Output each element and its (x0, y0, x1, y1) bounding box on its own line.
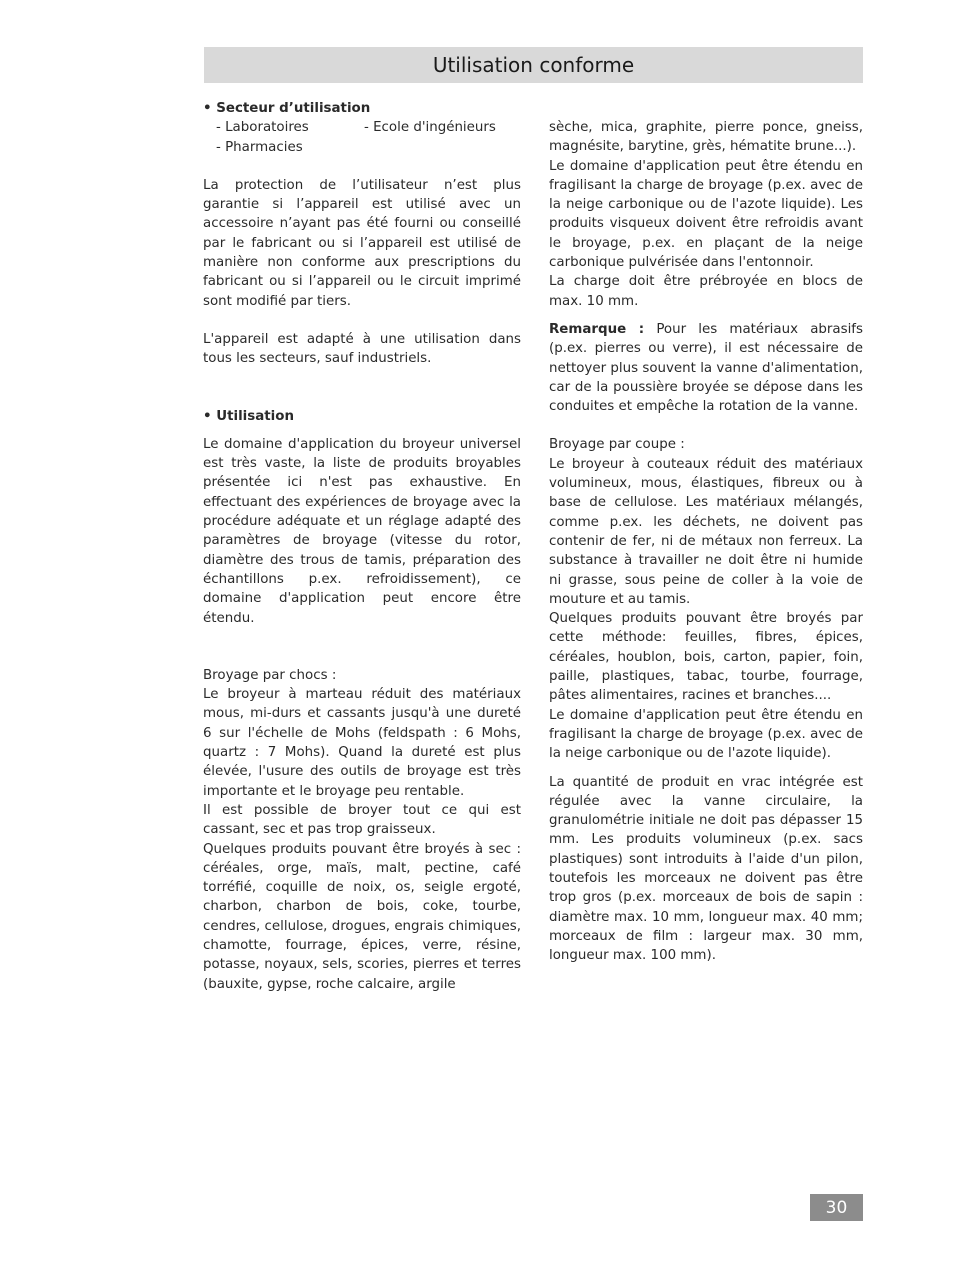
adapted-paragraph: L'appareil est adapté à une utilisation dans tous les secteurs, sauf industriels. (203, 331, 521, 367)
remark-paragraph (549, 320, 863, 416)
chocs-paragraph-3: Quelques produits pouvant être broyés à sec : céréales, orge, maïs, malt, pectine, café torréfié, coquille de noix, os, seigle ergoté, charbon, charbon de bois, coke, tourbe, cendres, cellulose, drogues, engrais chimiques, chamotte, fourrage, épices, verre, résine, potasse, noyaux, sels, scories, pierres et terres (bauxite, gypse, roche calcaire, argile (203, 841, 521, 992)
page-title-bar (204, 47, 863, 83)
sector-list-row (203, 138, 521, 157)
domain-paragraph: Le domaine d'application peut être étendu en fragilisant la charge de broyage (p.ex. avec de la neige carbonique ou de l'azote liquide). Les produits visqueux doivent être refroidis avant le broyage, p.ex. en plaçant de la neige carbonique pulvérisée dans l'entonnoir. (549, 158, 863, 271)
page-title: Utilisation conforme (432, 53, 635, 77)
chocs-heading: Broyage par chocs : (203, 667, 337, 683)
remark-text: Pour les matériaux abrasifs (p.ex. pierres ou verre), il est nécessaire de nettoyer plus souvent la vanne d'alimentation, car de la poussière broyée se dépose dans les conduites et empêche la rotation de la vanne. (549, 321, 863, 415)
coupe-paragraph: Le broyeur à couteaux réduit des matériaux volumineux, mous, élastiques, fibreux ou à base de cellulose. Les matériaux mélangés, comme p.ex. les déchets, ne doivent pas contenir de fer, ni de métaux non ferreux. La substance à travailler ne doit être ni humide ni grasse, sous peine de coller à la voie de mouture et au tamis. (549, 456, 863, 607)
sector-item: - Laboratoires (216, 120, 309, 136)
page-number: 30 (810, 1194, 863, 1221)
left-column (203, 99, 521, 994)
coupe-paragraph-2: Quelques produits pouvant être broyés par cette méthode: feuilles, fibres, épices, céréales, houblon, bois, carton, papier, foin, paille, plastiques, tabac, tourbe, fourrage, pâtes alimentaires, racines et branches.... (549, 611, 863, 704)
continued-paragraph: sèche, mica, graphite, pierre ponce, gneiss, magnésite, barytine, grès, hématite brune...). (549, 120, 863, 155)
charge-paragraph: La charge doit être prébroyée en blocs de max. 10 mm. (549, 274, 863, 309)
protection-paragraph: La protection de l’utilisateur n’est plus garantie si l’appareil est utilisé avec un accessoire n’ayant pas été fourni ou conseillé par le fabricant ou si l’appareil est utilisé de manière non conforme aux prescriptions du fabricant ou si l’appareil ou le circuit imprimé sont modifié par tiers. (203, 177, 521, 309)
chocs-paragraph-2: Il est possible de broyer tout ce qui est cassant, sec et pas trop graisseux. (203, 802, 521, 838)
vrac-paragraph: La quantité de produit en vrac intégrée est régulée avec la vanne circulaire, la granulométrie initiale ne doit pas dépasser 15 mm. Les produits volumineux (p.ex. sacs plastiques) sont introduits à l'aide d'un pilon, toutefois les morceaux ne doivent pas être trop gros (p.ex. morceaux de bois de sapin : diamètre max. 10 mm, longueur max. 40 mm; morceaux de film : largeur max. 30 mm, longueur max. 100 mm). (549, 774, 863, 964)
remark-label: Remarque : (549, 321, 645, 337)
usage-heading: • Utilisation (203, 408, 294, 424)
right-column (549, 118, 863, 965)
sector-item: - Pharmacies (216, 139, 303, 155)
coupe-heading: Broyage par coupe : (549, 437, 685, 453)
usage-paragraph: Le domaine d'application du broyeur universel est très vaste, la liste de produits broyables présentée ici n'est pas exhaustive. En effectuant des expériences de broyage avec la procédure adéquate et un réglage adapté des paramètres de broyage (vitesse du rotor, diamètre des trous de tamis, préparation des échantillons p.ex. refroidissement), ce domaine d'application peut encore être étendu. (203, 436, 521, 626)
coupe-paragraph-3: Le domaine d'application peut être étendu en fragilisant la charge de broyage (p.ex. avec de la neige carbonique ou de l'azote liquide). (549, 707, 863, 762)
sector-item: - Ecole d'ingénieurs (364, 120, 496, 136)
chocs-paragraph: Le broyeur à marteau réduit des matériaux mous, mi-durs et cassants jusqu'à une dureté 6 sur l'échelle de Mohs (feldspath : 6 Mohs, quartz : 7 Mohs). Quand la dureté est plus élevée, l'usure des outils de broyage est très importante et le broyage peu rentable. (203, 687, 521, 799)
sector-heading: • Secteur d’utilisation (203, 101, 371, 116)
sector-list-row (203, 118, 521, 137)
